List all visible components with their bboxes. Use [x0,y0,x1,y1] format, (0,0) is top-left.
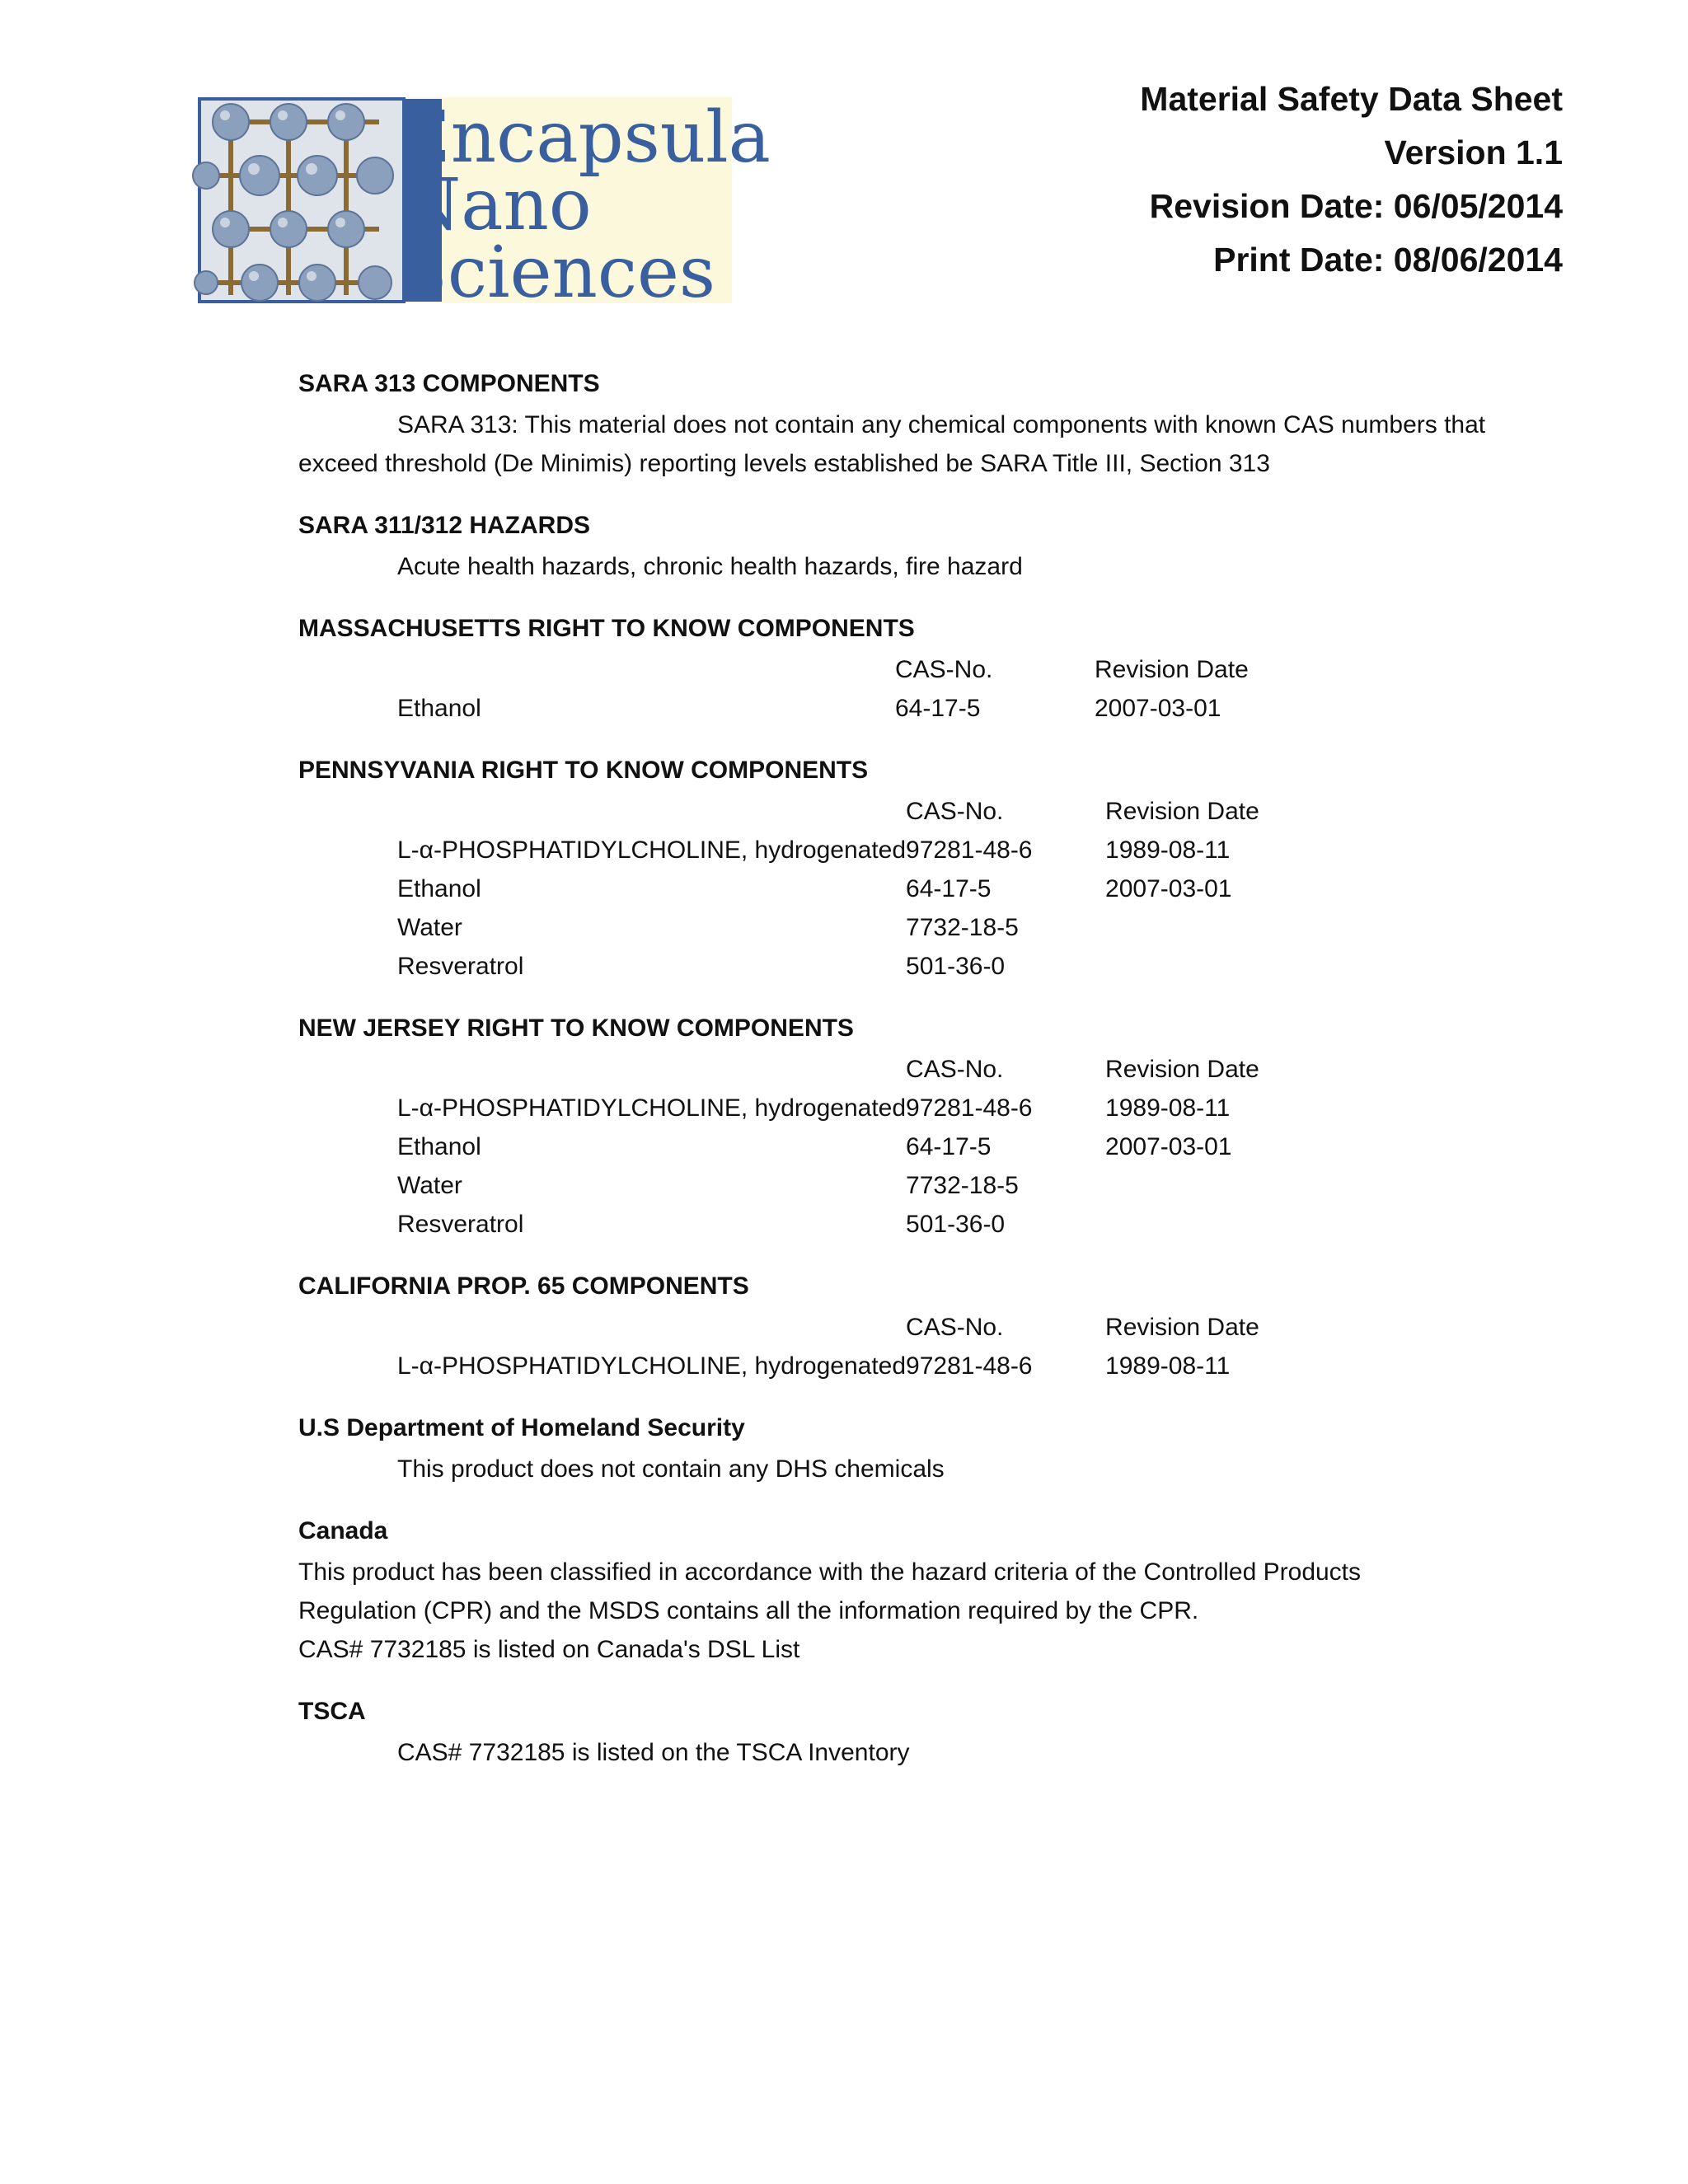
component-name: Ethanol [397,874,481,902]
tsca-section [298,1695,1568,1772]
section-title: U.S Department of Homeland Security [298,1414,745,1441]
revision-date-cell: 2007-03-01 [1095,694,1221,722]
svg-text:Encapsula: Encapsula [399,96,771,179]
cas-number: 64-17-5 [895,694,981,722]
revision-date-cell: 1989-08-11 [1105,1352,1231,1380]
svg-text:Nano: Nano [399,164,592,246]
revision-date-cell: 2007-03-01 [1105,874,1232,902]
cas-number: 64-17-5 [906,1132,992,1160]
table-row [397,831,1353,869]
date-header: Revision Date [1105,1313,1259,1341]
component-name: L-α-PHOSPHATIDYLCHOLINE, hydrogenated [397,1094,907,1122]
table-row [397,1089,1353,1127]
section-text: Regulation (CPR) and the MSDS contains all the information required by the CPR. [298,1597,1199,1624]
components-table [397,1308,1353,1385]
table-row [397,1347,1353,1385]
cas-number: 7732-18-5 [906,1171,1019,1199]
section-text: This product does not contain any DHS chemicals [397,1455,945,1483]
section-title: Canada [298,1517,388,1544]
component-name: L-α-PHOSPHATIDYLCHOLINE, hydrogenated [397,1352,907,1380]
revision-date-cell: 1989-08-11 [1105,836,1231,864]
document-version: Version 1.1 [1384,134,1563,171]
table-header-row [397,1308,1353,1347]
table-row [397,947,1353,986]
revision-date: Revision Date: 06/05/2014 [1149,187,1563,225]
date-header: Revision Date [1105,797,1259,825]
revision-date-cell [1105,1166,1353,1205]
section-title: SARA 311/312 HAZARDS [298,512,591,539]
table-header-row [397,650,1342,689]
component-name: Water [397,1171,462,1199]
component-name: Ethanol [397,694,481,722]
table-row [397,869,1353,908]
table-row [397,689,1342,728]
section-text: CAS# 7732185 is listed on Canada's DSL List [298,1636,800,1663]
components-table [397,1050,1353,1244]
cas-number: 97281-48-6 [906,836,1033,864]
section-text: CAS# 7732185 is listed on the TSCA Inventory [397,1739,910,1766]
cas-number: 64-17-5 [906,874,992,902]
cas-number: 501-36-0 [906,952,1006,980]
california-section [298,1270,1568,1385]
components-table [397,650,1342,728]
cas-number: 97281-48-6 [906,1094,1033,1122]
section-text: SARA 313: This material does not contain any chemical components with known CAS numbers that exceed threshold (De Minimis) reporting levels established be SARA Title III, Section 313 [298,411,1486,477]
table-header-row [397,792,1353,831]
cas-header: CAS-No. [895,655,993,683]
section-title: SARA 313 COMPONENTS [298,370,600,397]
component-name: Resveratrol [397,1210,524,1238]
newjersey-section [298,1012,1568,1244]
company-logo [198,96,771,314]
cas-number: 97281-48-6 [906,1352,1033,1380]
svg-text:Sciences: Sciences [399,232,716,314]
components-table [397,792,1353,986]
section-title: TSCA [298,1698,366,1725]
table-row [397,908,1353,947]
document-body [298,368,1568,1798]
section-text: Acute health hazards, chronic health hazards, fire hazard [397,553,1023,580]
cas-header: CAS-No. [906,797,1004,825]
massachusetts-section [298,612,1568,728]
component-name: Water [397,913,462,941]
date-header: Revision Date [1095,655,1249,683]
table-row [397,1127,1353,1166]
cas-header: CAS-No. [906,1055,1004,1083]
revision-date-cell [1105,1205,1353,1244]
sara311-section [298,509,1568,586]
section-title: MASSACHUSETTS RIGHT TO KNOW COMPONENTS [298,615,915,642]
revision-date-cell [1105,908,1353,947]
table-header-row [397,1050,1353,1089]
cas-header: CAS-No. [906,1313,1004,1341]
table-row [397,1166,1353,1205]
cas-number: 7732-18-5 [906,913,1019,941]
section-title: PENNSYVANIA RIGHT TO KNOW COMPONENTS [298,757,869,784]
document-header [1140,73,1563,287]
date-header: Revision Date [1105,1055,1259,1083]
table-row [397,1205,1353,1244]
component-name: Ethanol [397,1132,481,1160]
print-date: Print Date: 08/06/2014 [1213,241,1563,279]
revision-date-cell: 2007-03-01 [1105,1132,1232,1160]
document-title: Material Safety Data Sheet [1140,80,1563,118]
component-name: Resveratrol [397,952,524,980]
dhs-section [298,1412,1568,1488]
section-title: NEW JERSEY RIGHT TO KNOW COMPONENTS [298,1015,854,1042]
revision-date-cell [1105,947,1353,986]
canada-section [298,1515,1568,1669]
pennsylvania-section [298,754,1568,986]
revision-date-cell: 1989-08-11 [1105,1094,1231,1122]
section-title: CALIFORNIA PROP. 65 COMPONENTS [298,1272,749,1300]
section-text: This product has been classified in accordance with the hazard criteria of the Controlled Products [298,1558,1362,1586]
sara313-section [298,368,1568,483]
component-name: L-α-PHOSPHATIDYLCHOLINE, hydrogenated [397,836,907,864]
cas-number: 501-36-0 [906,1210,1006,1238]
